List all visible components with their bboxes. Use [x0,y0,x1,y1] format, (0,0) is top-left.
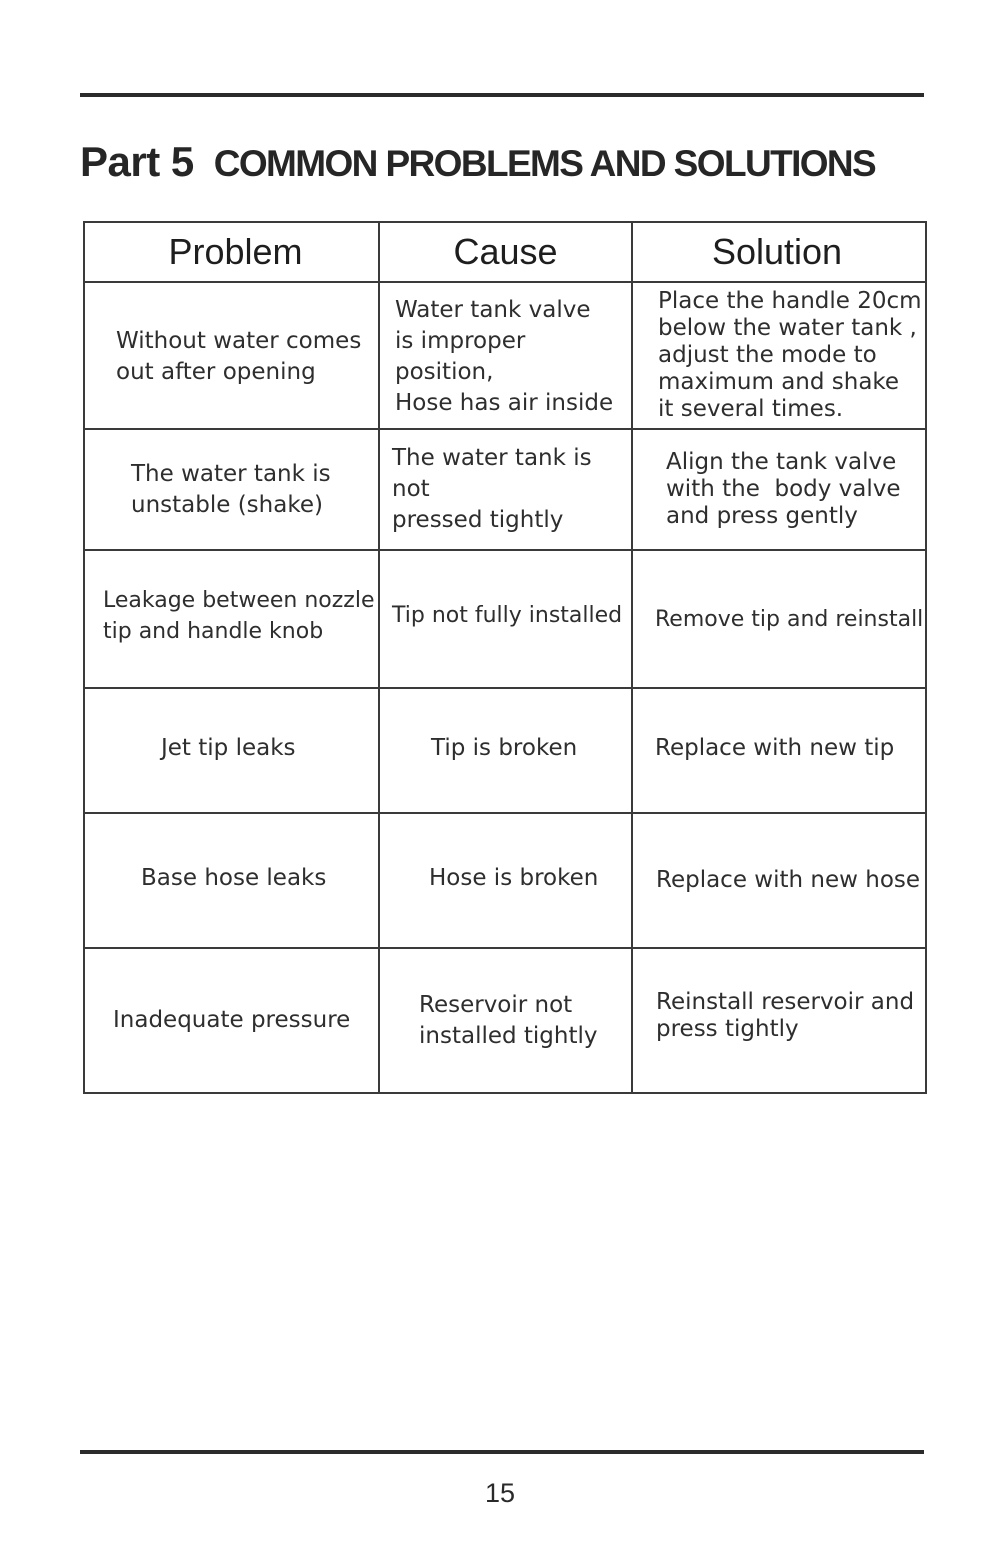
text-line: tip and handle knob [103,619,324,644]
solution-text [633,449,925,530]
troubleshooting-table [83,221,927,1094]
header-solution [632,222,926,282]
text-line: Tip is broken [431,735,578,761]
text-line: Remove tip and reinstall [655,606,924,632]
problem-cell [84,688,379,813]
solution-cell [632,429,926,550]
text-line: Reservoir not [419,991,573,1018]
text-line: Leakage between nozzle [103,588,375,613]
problem-text [85,1005,378,1036]
solution-text [633,989,925,1053]
solution-cell [632,282,926,429]
solution-text [633,604,925,635]
problem-cell [84,282,379,429]
text-line: Without water comes [116,327,362,354]
cause-cell [379,688,632,813]
cause-text [380,863,631,898]
table-row [84,948,926,1093]
cause-cell [379,948,632,1093]
text-line: Reinstall reservoir and [656,988,915,1015]
text-line: Base hose leaks [141,865,327,891]
header-solution-label: Solution [711,231,843,272]
bottom-divider [80,1450,924,1454]
problem-cell [84,813,379,948]
text-line: Inadequate pressure [113,1007,351,1033]
problem-text [85,733,378,768]
solution-text [633,733,925,768]
text-line: Jet tip leaks [161,735,296,761]
text-line: out after opening [116,358,316,385]
text-line: Hose is broken [429,865,599,891]
table-row [84,550,926,688]
table-row [84,429,926,550]
table-row [84,282,926,429]
problem-text [85,863,378,898]
table-row [84,688,926,813]
text-line: pressed tightly [392,507,564,533]
problem-cell [84,550,379,688]
text-line: Place the handle 20cm [658,288,922,314]
cause-cell [379,813,632,948]
cause-text [380,443,631,536]
solution-cell [632,688,926,813]
header-problem-label: Problem [168,231,303,272]
problem-text [85,324,378,388]
section-heading: COMMON PROBLEMS AND SOLUTIONS [213,143,876,184]
part-label: Part 5 [80,138,194,185]
text-line: Align the tank valve [666,449,897,475]
solution-cell [632,813,926,948]
text-line: press tightly [656,1015,799,1042]
header-problem [84,222,379,282]
text-line: maximum and shake [658,369,900,395]
solution-text [633,865,925,896]
text-line: with the body valve [666,476,901,502]
cause-text [380,293,631,419]
problem-cell [84,948,379,1093]
text-line: it several times. [658,396,844,422]
text-line: The water tank is [131,460,331,487]
cause-cell [379,429,632,550]
text-line: adjust the mode to [658,342,877,368]
text-line: installed tightly [419,1022,598,1049]
solution-cell [632,550,926,688]
page-title [80,138,875,186]
text-line: unstable (shake) [131,491,323,518]
text-line: Water tank valve [395,296,591,323]
text-line: and press gently [666,503,858,529]
text-line: Replace with new tip [655,735,895,761]
text-line: The water tank is not [392,445,592,502]
text-line: below the water tank , [658,315,917,341]
table-header-row [84,222,926,282]
cause-cell [379,282,632,429]
cause-text [380,990,631,1052]
page-number: 15 [484,1478,516,1508]
text-line: is improper position, [395,327,526,385]
text-line: Tip not fully installed [392,602,623,628]
text-line: Hose has air inside [395,389,614,416]
table-row [84,813,926,948]
problem-text [85,459,378,521]
cause-text [380,733,631,768]
solution-text [633,288,925,423]
problem-text [85,585,378,653]
text-line: Replace with new hose [656,867,921,893]
solution-cell [632,948,926,1093]
top-divider [80,93,924,97]
problem-cell [84,429,379,550]
header-cause [379,222,632,282]
cause-cell [379,550,632,688]
cause-text [380,600,631,639]
header-cause-label: Cause [453,231,558,272]
